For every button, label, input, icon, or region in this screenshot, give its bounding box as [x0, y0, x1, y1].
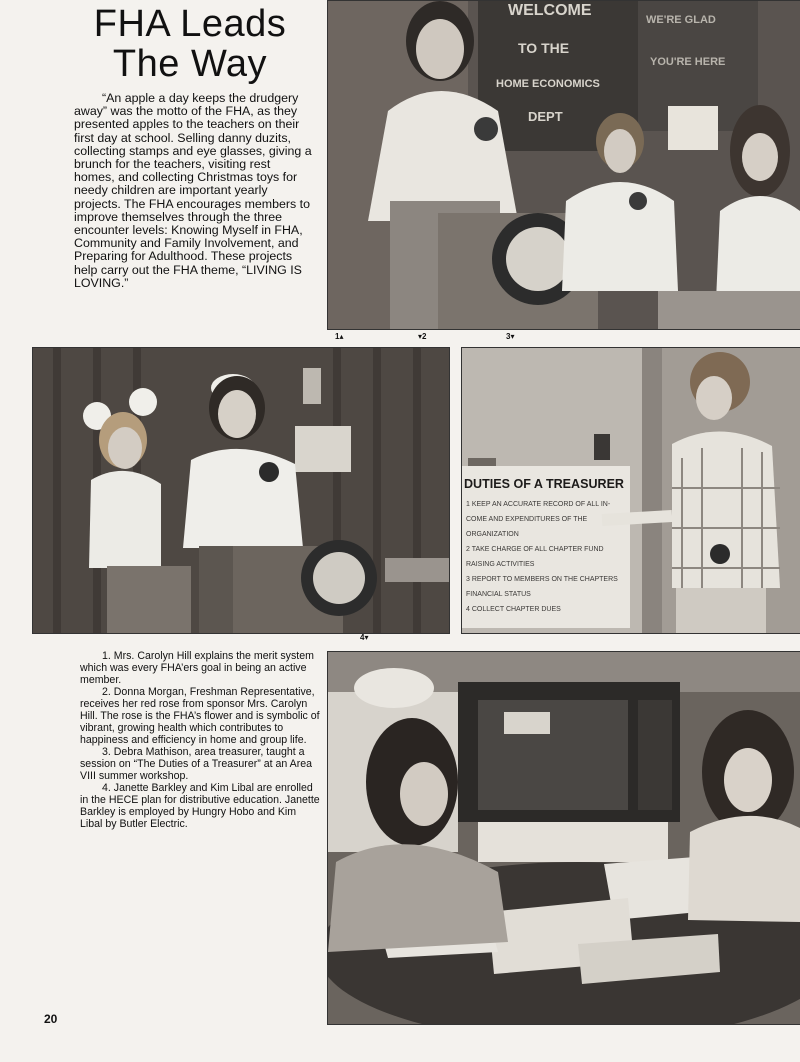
photo-treasurer-poster: [461, 347, 800, 634]
photo-marker-3: 3▾: [506, 332, 515, 341]
photo-rose-presentation: [32, 347, 450, 634]
poster-line: FINANCIAL STATUS: [466, 591, 531, 598]
photo-marker-2: ▾2: [418, 332, 427, 341]
poster-line: 2 TAKE CHARGE OF ALL CHAPTER FUND: [466, 546, 604, 553]
article-body: “An apple a day keeps the drudgery away” was the motto of the FHA, as they presented apples to the teachers on their first day at school. Selling danny duzits, collecting stamps and eye glasses, giving a brunch for the teachers, visiting rest homes, and collecting Christmas toys for needy children are important yearly projects. The FHA encourages members to improve themselves through the three encounter levels: Knowing Myself in FHA, Community and Family Involvement, and Preparing for Adulthood. These projects help carry out the FHA theme, “LIVING IS LOVING.”: [74, 91, 312, 290]
sign-welcome: WELCOME: [508, 2, 592, 19]
title-line-1: FHA Leads: [93, 3, 287, 45]
poster-line: 3 REPORT TO MEMBERS ON THE CHAPTERS: [466, 576, 618, 583]
sign-to-the: TO THE: [518, 40, 570, 56]
caption-4: 4. Janette Barkley and Kim Libal are enrolled in the HECE plan for distributive education. Janette Barkley is employed by Hungry Hobo and Kim Libal by Butler Electric.: [80, 782, 320, 830]
sign-home-economics: HOME ECONOMICS: [496, 78, 600, 90]
page-number: 20: [44, 1012, 58, 1026]
photo-students-table: [327, 651, 800, 1025]
photo-marker-1: 1▴: [335, 332, 344, 341]
sign-youre-here: YOU'RE HERE: [650, 56, 726, 68]
sign-were-glad: WE'RE GLAD: [646, 14, 716, 26]
photo-captions: [80, 650, 320, 830]
poster-title: DUTIES OF A TREASURER: [464, 476, 625, 491]
caption-2: 2. Donna Morgan, Freshman Representative, receives her red rose from sponsor Mrs. Carolyn Hill. The rose is the FHA’s flower and is symbolic of vibrant, growing health which contributes to happiness and efficiency in home and group life.: [80, 686, 320, 746]
article-title: [62, 4, 318, 84]
title-line-2: The Way: [112, 43, 268, 85]
caption-1: 1. Mrs. Carolyn Hill explains the merit system which was every FHA’ers goal in being an active member.: [80, 650, 314, 686]
poster-line: RAISING ACTIVITIES: [466, 561, 535, 568]
photo-teacher-podium: [327, 0, 800, 330]
poster-line: 1 KEEP AN ACCURATE RECORD OF ALL IN-: [466, 501, 611, 508]
poster-line: COME AND EXPENDITURES OF THE: [466, 516, 588, 523]
poster-line: 4 COLLECT CHAPTER DUES: [466, 606, 561, 613]
sign-dept: DEPT: [528, 109, 563, 124]
photo-marker-4: 4▾: [360, 633, 369, 642]
poster-line: ORGANIZATION: [466, 531, 519, 538]
caption-3: 3. Debra Mathison, area treasurer, taught a session on “The Duties of a Treasurer” at an Area VIII summer workshop.: [80, 746, 313, 782]
